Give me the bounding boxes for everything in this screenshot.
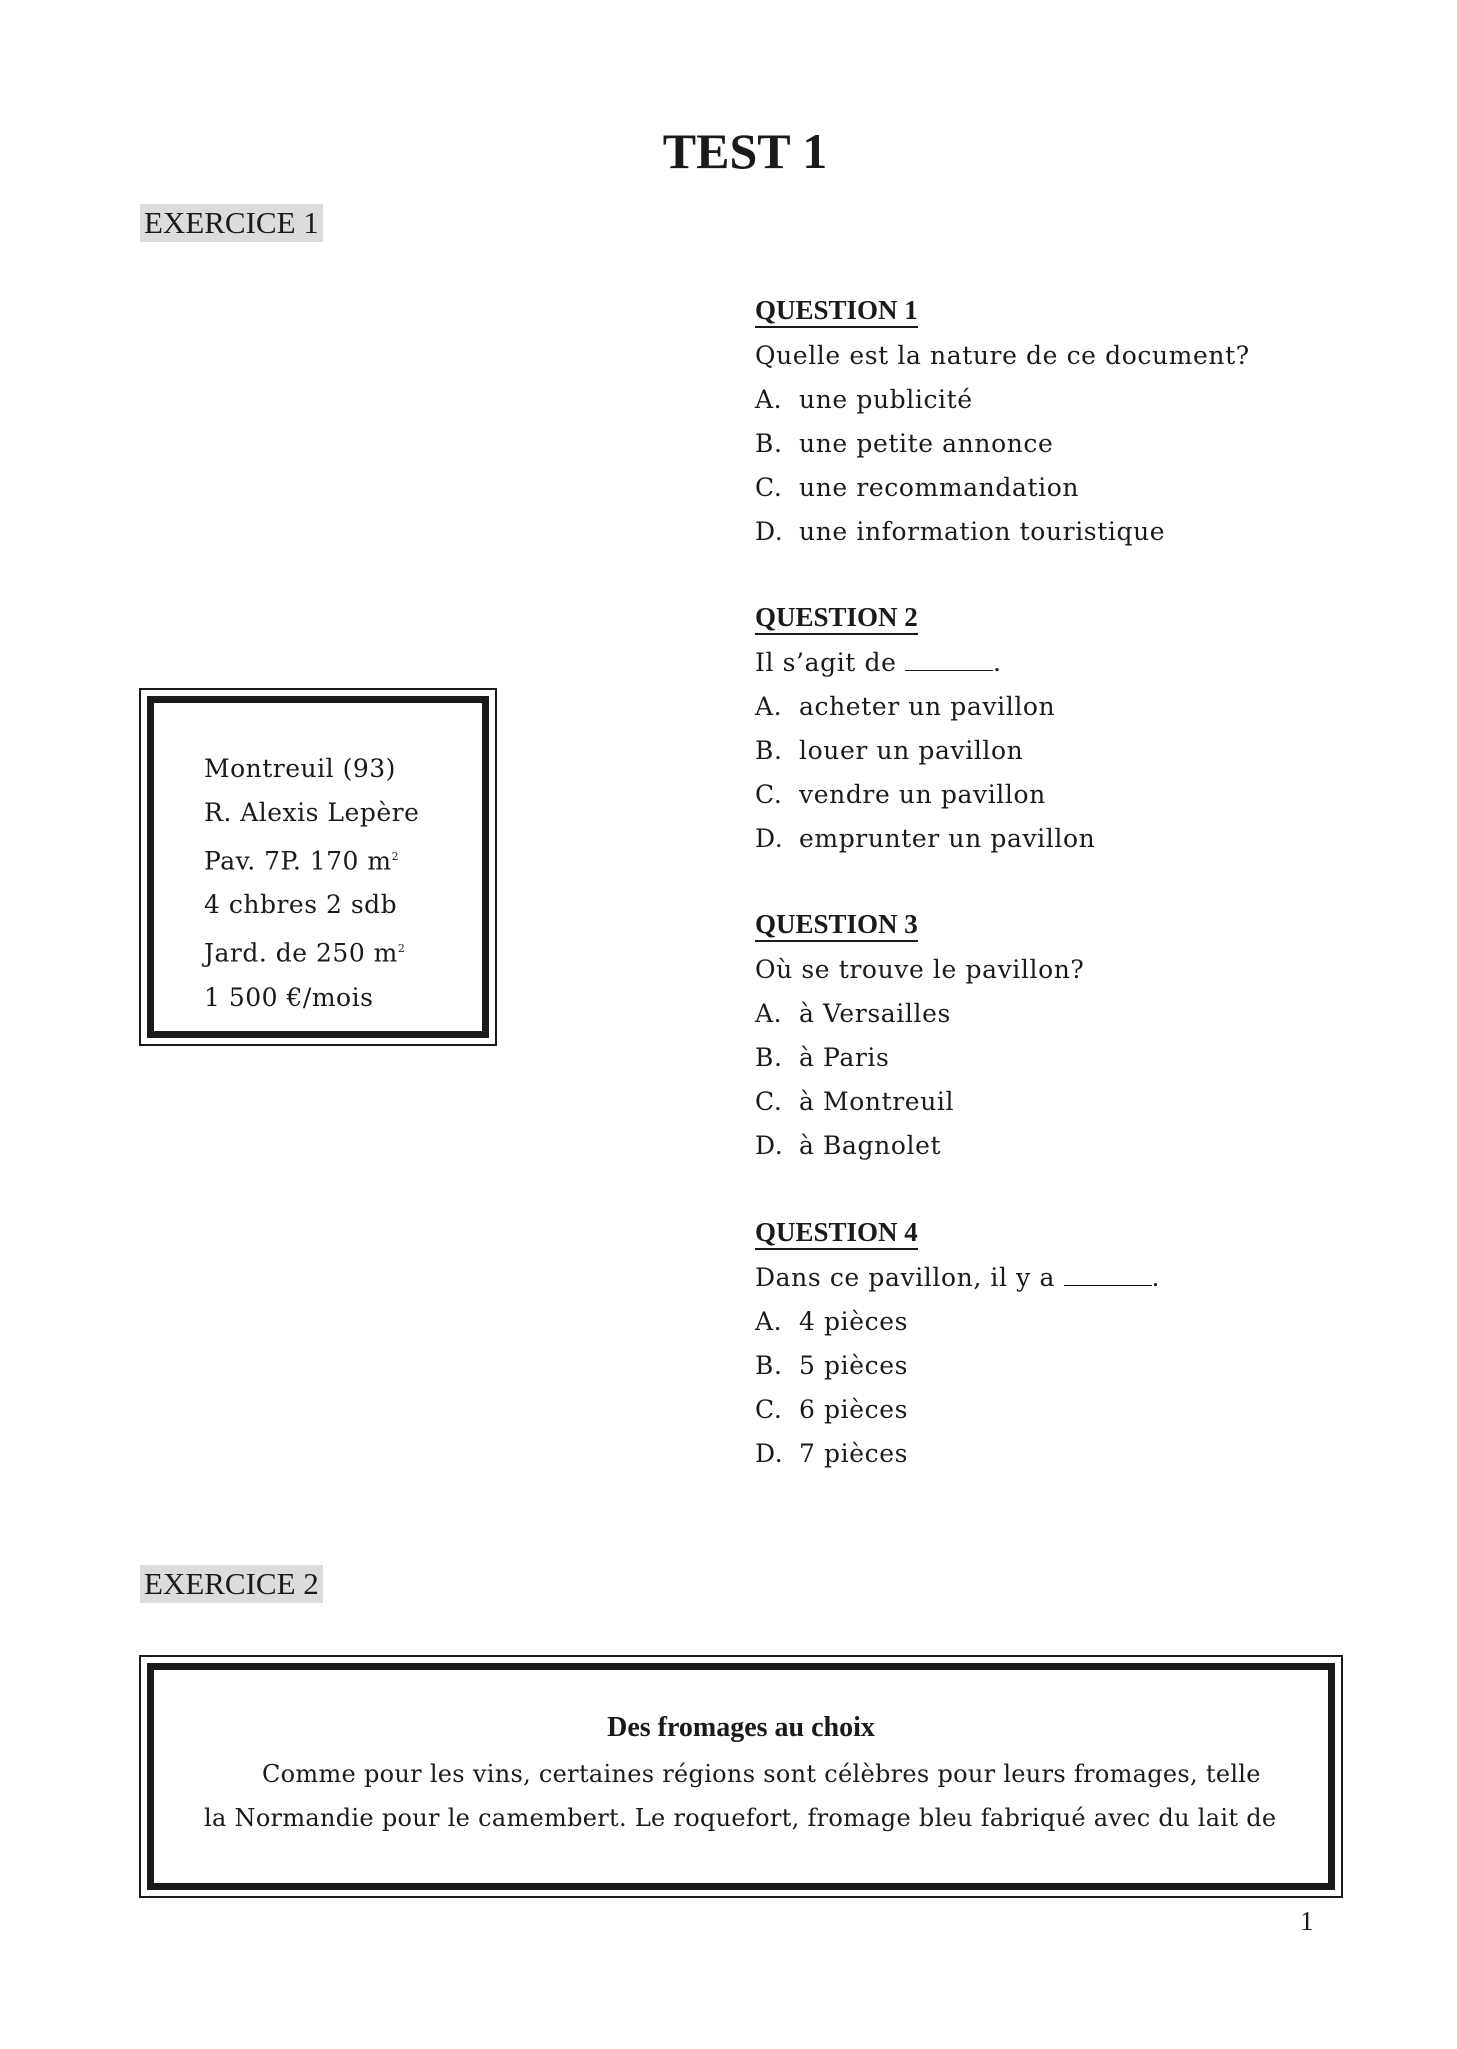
option-letter: B. (755, 1351, 783, 1380)
question-4-option-b[interactable] (755, 1344, 1160, 1388)
article-title: Des fromages au choix (607, 1712, 875, 1743)
ad-house-size-text: Pav. 7P. 170 m (204, 846, 392, 876)
answer-blank (905, 650, 993, 671)
question-2-heading: QUESTION 2 (755, 601, 918, 635)
question-2 (755, 601, 1095, 861)
question-3-prompt: Où se trouve le pavillon? (755, 955, 1085, 984)
prompt-end: . (1151, 1263, 1161, 1292)
option-letter: C. (755, 1395, 783, 1424)
ad-garden-sup: 2 (397, 942, 406, 956)
page-number: 1 (1300, 1906, 1314, 1936)
option-letter: B. (755, 736, 783, 765)
ad-street: R. Alexis Lepère (204, 798, 420, 827)
answer-blank (1064, 1265, 1152, 1286)
ad-house-size-sup: 2 (391, 850, 400, 863)
option-letter: A. (755, 385, 783, 414)
question-3 (755, 908, 1084, 1168)
question-3-option-b[interactable] (755, 1036, 1084, 1080)
option-text: vendre un pavillon (799, 780, 1046, 809)
ad-rooms: 4 chbres 2 sdb (204, 890, 398, 920)
option-letter: A. (755, 692, 783, 721)
question-1 (755, 294, 1250, 554)
ad-garden (204, 927, 482, 975)
option-text: une information touristique (799, 517, 1166, 546)
question-3-heading: QUESTION 3 (755, 908, 918, 942)
question-2-option-d[interactable] (755, 817, 1095, 861)
question-1-option-a[interactable] (755, 378, 1250, 422)
option-letter: D. (755, 1439, 784, 1468)
article-box (139, 1655, 1343, 1898)
prompt-end: . (993, 648, 1002, 677)
option-text: une petite annonce (799, 429, 1054, 458)
question-3-option-d[interactable] (755, 1124, 1084, 1168)
option-text: acheter un pavillon (799, 692, 1056, 721)
ad-location: Montreuil (93) (204, 754, 396, 783)
option-text: une recommandation (799, 473, 1080, 502)
question-3-option-c[interactable] (755, 1080, 1084, 1124)
exercise-2-label: EXERCICE 2 (140, 1565, 323, 1603)
question-1-option-c[interactable] (755, 466, 1250, 510)
question-4-option-c[interactable] (755, 1388, 1160, 1432)
article-box-inner (147, 1663, 1335, 1890)
question-1-prompt: Quelle est la nature de ce document? (755, 341, 1250, 370)
option-text: 4 pièces (799, 1307, 909, 1336)
option-letter: A. (755, 999, 783, 1028)
option-letter: B. (755, 429, 783, 458)
page-title: TEST 1 (662, 123, 828, 179)
question-4 (755, 1216, 1160, 1476)
question-2-option-c[interactable] (755, 773, 1095, 817)
question-2-option-a[interactable] (755, 685, 1095, 729)
option-letter: C. (755, 1087, 783, 1116)
question-1-option-d[interactable] (755, 510, 1250, 554)
prompt-text: Dans ce pavillon, il y a (755, 1263, 1055, 1292)
classified-ad-inner (147, 696, 489, 1038)
question-2-prompt (755, 641, 1095, 685)
option-letter: D. (755, 1131, 784, 1160)
option-text: une publicité (799, 385, 973, 414)
option-text: 7 pièces (799, 1439, 909, 1468)
option-text: à Bagnolet (799, 1131, 942, 1160)
option-text: louer un pavillon (799, 736, 1024, 765)
question-4-option-d[interactable] (755, 1432, 1160, 1476)
option-text: 5 pièces (799, 1351, 909, 1380)
classified-ad-box (139, 688, 497, 1046)
article-line-1: Comme pour les vins, certaines régions sont célèbres pour leurs fromages, telle (262, 1760, 1261, 1788)
article-line-2: la Normandie pour le camembert. Le roquefort, fromage bleu fabriqué avec du lait de (204, 1804, 1277, 1832)
question-2-option-b[interactable] (755, 729, 1095, 773)
option-text: à Montreuil (799, 1087, 955, 1116)
option-letter: D. (755, 517, 784, 546)
question-3-option-a[interactable] (755, 992, 1084, 1036)
question-4-prompt (755, 1256, 1160, 1300)
exercise-1-label: EXERCICE 1 (140, 204, 323, 242)
question-4-option-a[interactable] (755, 1300, 1160, 1344)
question-1-option-b[interactable] (755, 422, 1250, 466)
ad-garden-text: Jard. de 250 m (204, 938, 398, 968)
question-1-heading: QUESTION 1 (755, 294, 918, 328)
option-text: à Paris (799, 1043, 890, 1072)
question-4-heading: QUESTION 4 (755, 1216, 918, 1250)
prompt-text: Il s’agit de (755, 648, 897, 677)
option-letter: B. (755, 1043, 783, 1072)
option-letter: D. (755, 824, 784, 853)
option-letter: A. (755, 1307, 783, 1336)
ad-price: 1 500 €/mois (204, 982, 374, 1012)
option-text: emprunter un pavillon (799, 824, 1096, 853)
option-text: à Versailles (799, 999, 951, 1028)
ad-house-size (204, 835, 482, 883)
option-letter: C. (755, 473, 783, 502)
option-text: 6 pièces (799, 1395, 909, 1424)
option-letter: C. (755, 780, 783, 809)
